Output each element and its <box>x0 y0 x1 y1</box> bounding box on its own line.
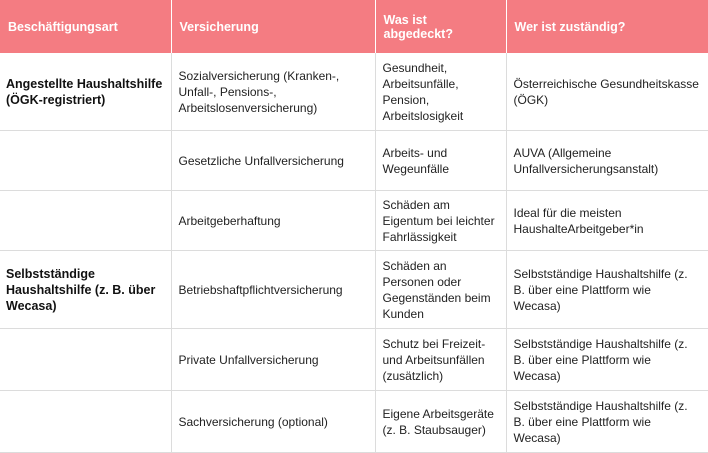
responsible-cell: Österreichische Gesundheitskasse (ÖGK) <box>506 53 708 131</box>
responsible-cell: Selbstständige Haushaltshilfe (z. B. über eine Plattform wie Wecasa) <box>506 391 708 453</box>
coverage-cell: Schäden am Eigentum bei leichter Fahrlässigkeit <box>375 191 506 251</box>
responsible-cell: Ideal für die meisten HaushalteArbeitgeber*in <box>506 191 708 251</box>
table-row <box>0 391 708 453</box>
coverage-cell: Arbeits- und Wegeunfälle <box>375 131 506 191</box>
insurance-cell: Betriebshaftpflichtversicherung <box>171 251 375 329</box>
header-insurance: Versicherung <box>171 0 375 53</box>
employment-type-cell <box>0 391 171 453</box>
table-row <box>0 53 708 131</box>
table-row <box>0 251 708 329</box>
header-employment-type: Beschäftigungsart <box>0 0 171 53</box>
insurance-cell: Arbeitgeberhaftung <box>171 191 375 251</box>
responsible-cell: Selbstständige Haushaltshilfe (z. B. über eine Plattform wie Wecasa) <box>506 329 708 391</box>
employment-type-cell <box>0 191 171 251</box>
table-row <box>0 329 708 391</box>
coverage-cell: Eigene Arbeitsgeräte (z. B. Staubsauger) <box>375 391 506 453</box>
coverage-cell: Schäden an Personen oder Gegenständen beim Kunden <box>375 251 506 329</box>
responsible-cell: AUVA (Allgemeine Unfallversicherungsanstalt) <box>506 131 708 191</box>
employment-type-cell: Selbstständige Haushaltshilfe (z. B. über Wecasa) <box>0 251 171 329</box>
table-row <box>0 191 708 251</box>
header-coverage: Was ist abgedeckt? <box>375 0 506 53</box>
employment-type-cell <box>0 329 171 391</box>
employment-type-cell <box>0 131 171 191</box>
insurance-cell: Sozialversicherung (Kranken-, Unfall-, Pensions-, Arbeitslosenversicherung) <box>171 53 375 131</box>
coverage-cell: Schutz bei Freizeit- und Arbeitsunfällen (zusätzlich) <box>375 329 506 391</box>
table-header-row <box>0 0 708 53</box>
employment-type-cell: Angestellte Haushaltshilfe (ÖGK-registriert) <box>0 53 171 131</box>
insurance-cell: Gesetzliche Unfallversicherung <box>171 131 375 191</box>
insurance-cell: Sachversicherung (optional) <box>171 391 375 453</box>
responsible-cell: Selbstständige Haushaltshilfe (z. B. über eine Plattform wie Wecasa) <box>506 251 708 329</box>
table-row <box>0 131 708 191</box>
header-responsible: Wer ist zuständig? <box>506 0 708 53</box>
coverage-cell: Gesundheit, Arbeitsunfälle, Pension, Arbeitslosigkeit <box>375 53 506 131</box>
insurance-cell: Private Unfallversicherung <box>171 329 375 391</box>
